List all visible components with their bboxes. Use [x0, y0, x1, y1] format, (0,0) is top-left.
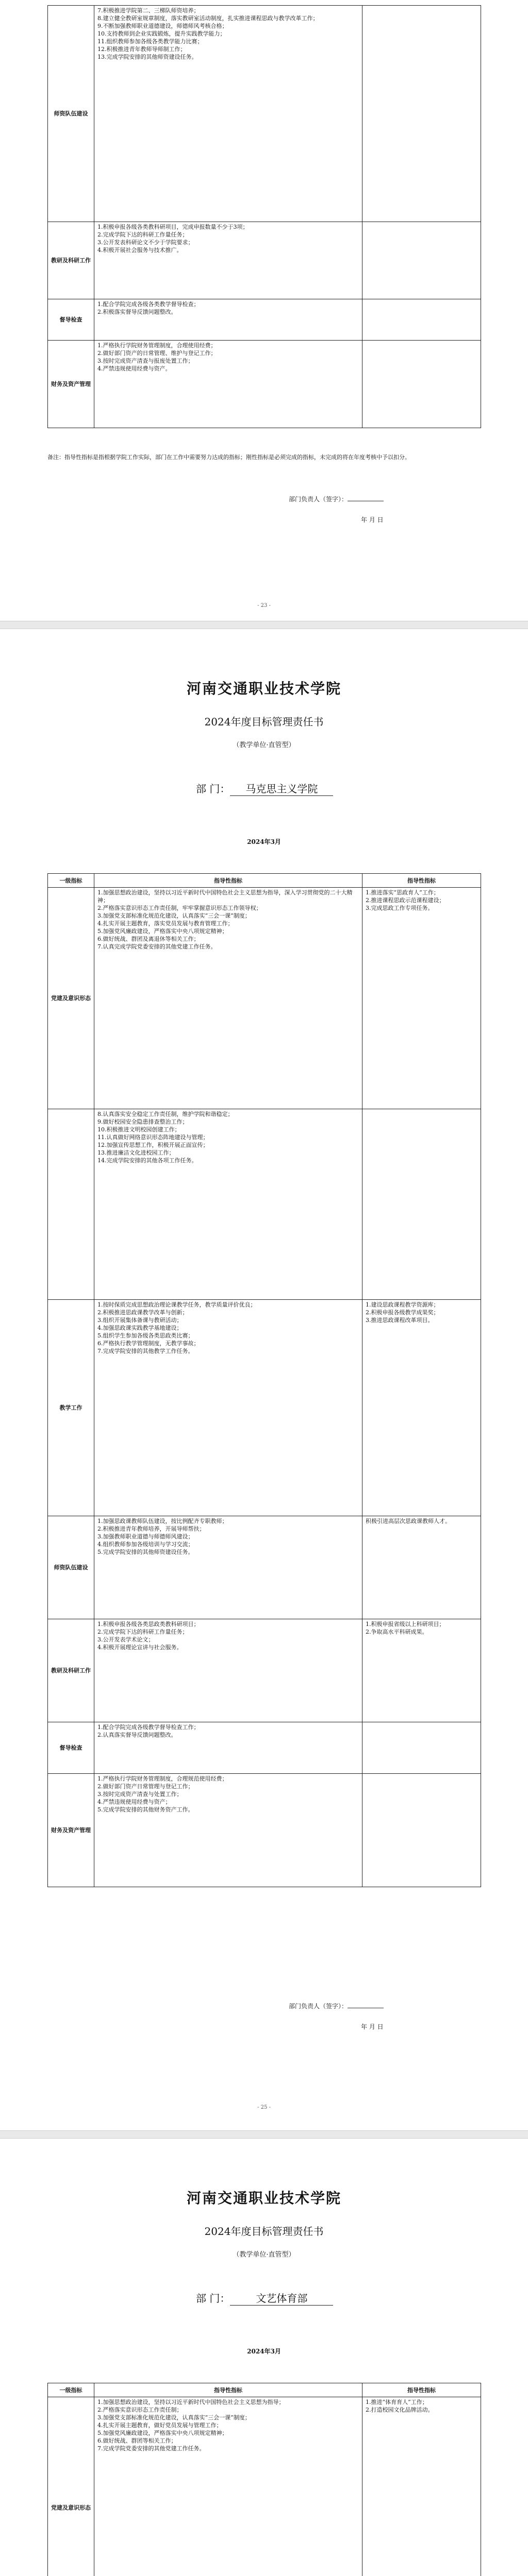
indicator-category: 师资队伍建设 — [48, 1516, 94, 1619]
table-row — [48, 2397, 481, 2576]
indicator-item: 1.配合学院完成各级教学督导检查工作； — [97, 1724, 200, 1731]
indicator-items — [94, 2397, 362, 2576]
document-page-3 — [0, 2141, 528, 2576]
indicator-item: 4.严禁违规使用经费与资产。 — [97, 365, 171, 372]
guiding-metrics — [362, 1722, 481, 1774]
department-label: 部 门： — [196, 2292, 230, 2304]
indicator-category: 师资队伍建设 — [48, 6, 94, 222]
indicator-item: 10.支持教师到企业实践锻炼，提升实践教学能力； — [97, 30, 226, 37]
header-guiding-indicator-2: 指导性指标 — [362, 2383, 481, 2397]
document-scope: （教学单位·直管型） — [233, 741, 295, 749]
table-footnote: 备注：指导性指标是指根据学院工作实际，部门在工作中需要努力达成的指标；刚性指标是必须完成的指标，未完成的将在年度考核中予以扣分。 — [47, 454, 410, 461]
indicator-item: 12.积极推进青年教师导师制工作； — [97, 46, 186, 53]
indicator-category: 教学工作 — [48, 1300, 94, 1516]
indicator-item: 14.完成学院安排的其他各项工作任务。 — [97, 1157, 197, 1164]
indicator-category: 财务及资产管理 — [48, 1774, 94, 1887]
department-name: 马克思主义学院 — [230, 781, 333, 796]
indicator-items — [94, 1300, 362, 1516]
table-row — [48, 1300, 481, 1516]
indicator-item: 4.扎实开展主题教育，做好党员发展与管理工作； — [97, 2422, 222, 2429]
table-row — [48, 888, 481, 1109]
page-divider — [0, 621, 528, 629]
indicator-item: 8.建立健全教研室规章制度，落实教研室活动制度，扎实推进课程思政与教学改革工作； — [97, 15, 319, 22]
indicator-item: 1.加强思政课教师队伍建设，按比例配齐专职教师； — [97, 1518, 228, 1524]
indicator-item: 3.加强党支部标准化规范化建设，认真落实“三会一课”制度； — [97, 912, 251, 919]
table-row — [48, 1516, 481, 1619]
indicator-item: 2.积极落实督导反馈问题整改。 — [97, 309, 177, 315]
indicator-items — [94, 1619, 362, 1722]
signature-line — [289, 2002, 485, 2010]
header-guiding-indicator: 指导性指标 — [94, 874, 362, 888]
indicator-item: 2.认真落实督导反馈问题整改。 — [97, 1732, 177, 1738]
responsibility-table — [47, 873, 481, 1887]
indicator-item: 3.加强党支部标准化规范化建设，认真落实“三会一课”制度； — [97, 2414, 251, 2421]
table-row — [48, 1109, 481, 1300]
guiding-metrics: 1.推进落实“思政育人”工作； 2.推进课程思政示范课程建设； 3.完成思政工作专项任务。 — [362, 888, 481, 1109]
indicator-category: 督导检查 — [48, 299, 94, 341]
indicator-item: 2.完成学院下达的科研工作量任务； — [97, 231, 188, 238]
indicator-item: 7.完成学院安排的其他教学工作任务。 — [97, 1348, 194, 1354]
indicator-item: 7.完成学院党委安排的其他党建工作任务。 — [97, 2445, 205, 2452]
indicator-item: 2.做好部门资产的日常管理、维护与登记工作； — [97, 350, 217, 357]
indicator-item: 1.积极申报各级各类教科研项目，完成申报数量不少于3项； — [97, 224, 249, 230]
indicator-item: 6.做好统战、群团等相关工作； — [97, 2437, 177, 2444]
indicator-item: 3.按时完成资产清查与报废处置工作； — [97, 358, 194, 364]
indicator-category: 督导检查 — [48, 1722, 94, 1774]
indicator-category: 党建及意识形态 — [48, 2397, 94, 2576]
indicator-item: 13.完成学院安排的其他师资建设任务。 — [97, 54, 197, 60]
indicator-items — [94, 1774, 362, 1887]
guiding-metrics — [362, 1774, 481, 1887]
table-row — [48, 1619, 481, 1722]
indicator-item: 2.做好部门资产日常管理与登记工作； — [97, 1783, 194, 1790]
signature-label: 部门负责人（签字）： — [289, 2003, 348, 2010]
indicator-items — [94, 222, 362, 299]
indicator-item: 1.配合学院完成各级各类教学督导检查； — [97, 301, 200, 308]
indicator-item: 6.做好统战、群团及离退休等相关工作； — [97, 936, 200, 942]
school-name: 河南交通职业技术学院 — [186, 680, 341, 697]
indicator-item: 2.严格落实意识形态工作责任制； — [97, 2406, 183, 2413]
table-row — [48, 1722, 481, 1774]
document-scope: （教学单位·直管型） — [233, 2251, 295, 2259]
indicator-item: 7.积极推进学院第二、三梯队师资培养； — [97, 7, 200, 14]
sign-date: 年 月 日 — [361, 2023, 384, 2030]
signature-line — [289, 495, 485, 503]
responsibility-table-continued — [47, 5, 481, 428]
indicator-item: 3.组织开展集体备课与教研活动； — [97, 1317, 183, 1324]
guiding-metrics — [362, 222, 481, 299]
indicator-item: 3.加强教师职业道德与师德师风建设； — [97, 1533, 194, 1540]
guiding-metrics: 1.推进“体育育人”工作； 2.打造校园文化品牌活动。 — [362, 2397, 481, 2576]
guiding-metrics: 积极引进高层次思政课教师人才。 — [362, 1516, 481, 1619]
page-number: - 23 - — [257, 603, 271, 608]
indicator-item: 4.严禁违规使用经费与资产； — [97, 1799, 171, 1805]
guiding-metrics — [362, 6, 481, 222]
guiding-metrics — [362, 341, 481, 428]
responsibility-table — [47, 2383, 481, 2576]
header-guiding-indicator-2: 指导性指标 — [362, 874, 481, 888]
indicator-item: 2.完成学院下达的科研工作量任务； — [97, 1629, 188, 1635]
indicator-item: 2.积极推进青年教师培养，开展导师帮扶； — [97, 1526, 205, 1532]
table-row — [48, 299, 481, 341]
department-label: 部 门： — [196, 783, 230, 795]
indicator-item: 5.完成学院安排的其他师资建设任务。 — [97, 1549, 194, 1555]
indicator-item: 2.严格落实意识形态工作责任制，牢牢掌握意识形态工作领导权； — [97, 905, 262, 911]
indicator-item: 1.加强思想政治建设，坚持以习近平新时代中国特色社会主义思想为指导； — [97, 2399, 285, 2405]
indicator-item: 3.按时完成资产清查与处置工作； — [97, 1791, 183, 1798]
table-row — [48, 6, 481, 222]
indicator-item: 1.按时保质完成思想政治理论课教学任务，教学质量评价优良； — [97, 1301, 256, 1308]
indicator-category — [48, 1109, 94, 1300]
indicator-items — [94, 1109, 362, 1300]
guiding-metrics — [362, 299, 481, 341]
indicator-item: 12.加强宣传思想工作，积极开展正面宣传； — [97, 1142, 209, 1148]
indicator-items — [94, 1516, 362, 1619]
indicator-item: 11.认真做好网络意识形态阵地建设与管理； — [97, 1134, 209, 1141]
indicator-item: 13.推进廉洁文化进校园工作； — [97, 1149, 175, 1156]
indicator-items — [94, 6, 362, 222]
indicator-item: 3.公开发表科研论文不少于学院要求； — [97, 239, 194, 246]
indicator-item: 5.加强党风廉政建设，严格落实中央八项规定精神； — [97, 928, 228, 935]
indicator-items — [94, 1722, 362, 1774]
indicator-items — [94, 299, 362, 341]
indicator-item: 7.认真完成学院党委安排的其他党建工作任务。 — [97, 943, 217, 950]
document-title: 2024年度目标管理责任书 — [204, 716, 324, 728]
document-page-1 — [0, 0, 528, 618]
indicator-item: 1.严格执行学院财务管理制度，合理规范使用经费； — [97, 1775, 228, 1782]
header-primary-indicator: 一级指标 — [48, 2383, 94, 2397]
table-row — [48, 222, 481, 299]
page-number: - 25 - — [257, 2105, 271, 2110]
document-date: 2024年3月 — [247, 838, 281, 845]
indicator-item: 8.认真落实安全稳定工作责任制，维护学院和谐稳定； — [97, 1111, 234, 1117]
indicator-items — [94, 888, 362, 1109]
indicator-item: 10.积极推进文明校园创建工作； — [97, 1126, 180, 1133]
page-divider — [0, 2130, 528, 2139]
indicator-item: 5.完成学院安排的其他财务资产工作。 — [97, 1806, 194, 1813]
indicator-category: 教研及科研工作 — [48, 1619, 94, 1722]
indicator-item: 2.积极推进思政课教学改革与创新； — [97, 1309, 188, 1316]
table-row — [48, 341, 481, 428]
department-line — [196, 781, 333, 796]
indicator-item: 4.积极开展理论宣讲与社会服务。 — [97, 1644, 183, 1651]
department-line — [196, 2290, 333, 2306]
indicator-item: 5.加强党风廉政建设，严格落实中央八项规定精神； — [97, 2430, 228, 2436]
indicator-item: 1.加强思想政治建设，坚持以习近平新时代中国特色社会主义思想为指导，深入学习贯彻党的二十大精神； — [97, 889, 353, 904]
indicator-item: 9.做好校园安全隐患排查整治工作； — [97, 1118, 188, 1125]
document-page-2 — [0, 631, 528, 2125]
header-guiding-indicator: 指导性指标 — [94, 2383, 362, 2397]
indicator-category: 教研及科研工作 — [48, 222, 94, 299]
indicator-category: 党建及意识形态 — [48, 888, 94, 1109]
indicator-item: 6.严格执行教学管理制度，无教学事故； — [97, 1340, 200, 1347]
indicator-item: 1.严格执行学院财务管理制度，合理使用经费； — [97, 342, 217, 349]
guiding-metrics: 1.积极申报省级以上科研项目； 2.争取高水平科研成果。 — [362, 1619, 481, 1722]
guiding-metrics — [362, 1109, 481, 1300]
document-title: 2024年度目标管理责任书 — [204, 2225, 324, 2238]
school-name: 河南交通职业技术学院 — [186, 2190, 341, 2207]
indicator-item: 4.积极开展社会服务与技术推广。 — [97, 247, 183, 253]
signature-label: 部门负责人（签字）： — [289, 496, 348, 503]
indicator-item: 4.组织教师参加各级培训与学习交流； — [97, 1541, 194, 1548]
indicator-items — [94, 341, 362, 428]
department-name: 文艺体育部 — [230, 2290, 333, 2306]
indicator-item: 1.积极申报各级各类思政类教科研项目； — [97, 1621, 200, 1628]
indicator-item: 4.加强思政课实践教学基地建设； — [97, 1325, 183, 1331]
indicator-item: 4.扎实开展主题教育，落实党员发展与教育管理工作； — [97, 920, 234, 927]
table-row — [48, 1774, 481, 1887]
indicator-item: 3.公开发表学术论文； — [97, 1636, 154, 1643]
guiding-metrics: 1.建设思政课程教学资源库； 2.积极申报各级教学成果奖； 3.推进思政课程改革项目。 — [362, 1300, 481, 1516]
document-date: 2024年3月 — [247, 2348, 281, 2355]
header-primary-indicator: 一级指标 — [48, 874, 94, 888]
indicator-item: 11.组织教师参加各级各类教学能力比赛； — [97, 38, 203, 45]
indicator-category: 财务及资产管理 — [48, 341, 94, 428]
sign-date: 年 月 日 — [361, 516, 384, 523]
indicator-item: 5.组织学生参加各级各类思政类比赛； — [97, 1332, 194, 1339]
indicator-item: 9.不断加强教师职业道德建设，师德师风考核合格； — [97, 23, 228, 29]
